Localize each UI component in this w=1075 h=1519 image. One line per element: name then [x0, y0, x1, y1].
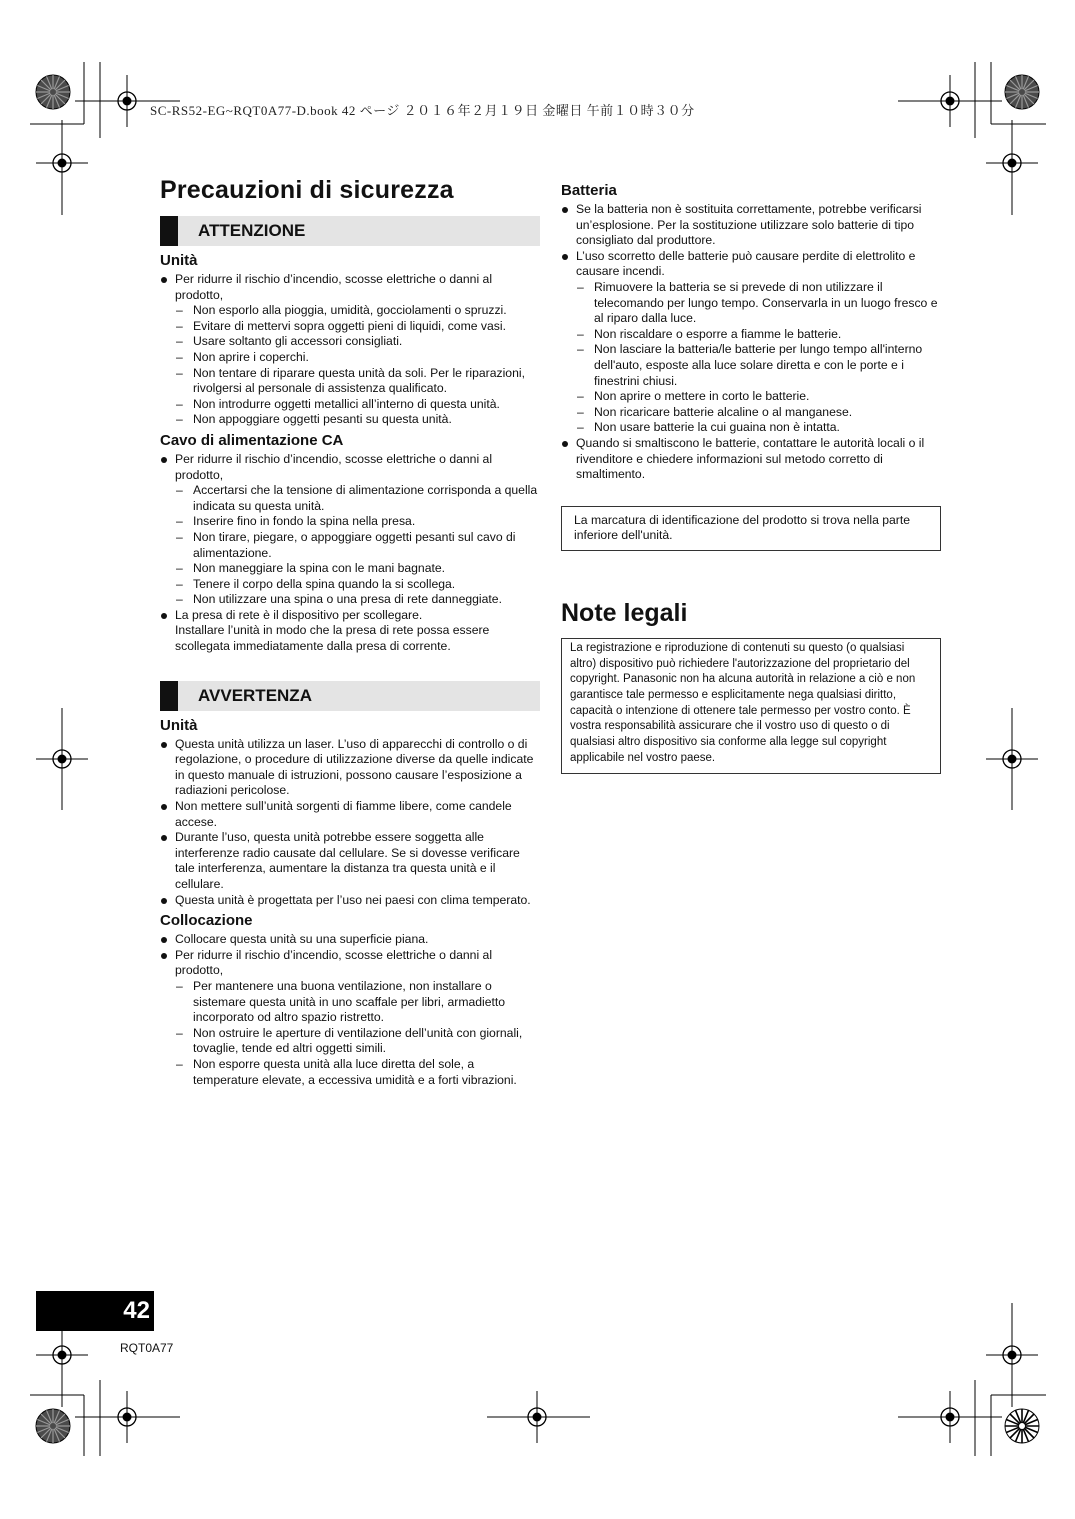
warning-unit-list — [160, 737, 540, 909]
page-title: Precauzioni di sicurezza — [160, 176, 454, 204]
sub-list — [175, 483, 540, 608]
list-item: Non mettere sull’unità sorgenti di fiamme libere, come candele accese. — [160, 799, 540, 830]
sub-list-item: – Tenere il corpo della spina quando la si scollega. — [175, 577, 540, 593]
sub-list-item: – Evitare di mettervi sopra oggetti pieni di liquidi, come vasi. — [175, 319, 540, 335]
sub-list-item: – Non lasciare la batteria/le batterie per lungo tempo all'interno dell'auto, esposte alla luce solare diretta e con le porte e i finestrini chiusi. — [576, 342, 941, 389]
warning-heading: AVVERTENZA — [198, 685, 312, 705]
battery-list — [561, 202, 941, 483]
legal-notes-box: La registrazione e riproduzione di contenuti su questo (o qualsiasi altro) dispositivo può richiedere l'autorizzazione del proprietario del copyright. Panasonic non ha alcuna autorità in relazione a ciò e non garantisce tale permesso e esplicitamente nega qualsiasi diritto, capacità o intenzione di ottenere tale permesso per vostro conto. È vostra responsabilità assicurare che il vostro uso di questo o di qualsiasi altro dispositivo sia conforme alla legge sul copyright applicabile nel vostro paese. — [561, 638, 941, 774]
sub-list-item: – Non utilizzare una spina o una presa di rete danneggiate. — [175, 592, 540, 608]
left-column — [160, 176, 540, 1088]
sub-list-item: – Non tentare di riparare questa unità da soli. Per le riparazioni, rivolgersi al personale di assistenza qualificato. — [175, 366, 540, 397]
section-bar-marker — [160, 681, 178, 711]
list-item: Per ridurre il rischio d’incendio, scosse elettriche o danni al prodotto, – Accertarsi che la tensione di alimentazione corrisponda a quella indicata su questa unità. – Inserire fino in fondo la spina nella presa. – Non tirare, piegare, o appoggiare oggetti pesanti sul cavo di alimentazione. – Non maneggiare la spina con le mani bagnate. – Tenere il corpo della spina quando la si scollega. – Non utilizzare una spina o una presa di rete danneggiate. — [160, 452, 540, 608]
list-item: La presa di rete è il dispositivo per scollegare. Installare l’unità in modo che la presa di rete possa essere scollegata immediatamente dalla presa di corrente. — [160, 608, 540, 655]
unit-heading: Unità — [160, 716, 198, 734]
list-item: Collocare questa unità su una superficie piana. — [160, 932, 540, 948]
attention-section-header — [160, 216, 540, 246]
placement-list — [160, 932, 540, 1088]
page-number: 42 — [36, 1291, 154, 1331]
sub-list-item: – Non riscaldare o esporre a fiamme le batterie. — [576, 327, 941, 343]
right-column — [561, 180, 941, 774]
sub-list-item: – Rimuovere la batteria se si prevede di non utilizzare il telecomando per lungo tempo. Conservarla in un luogo fresco e al riparo dalla luce. — [576, 280, 941, 327]
sub-list-item: – Non tirare, piegare, o appoggiare oggetti pesanti sul cavo di alimentazione. — [175, 530, 540, 561]
unit-list — [160, 272, 540, 428]
sub-list-item: – Inserire fino in fondo la spina nella presa. — [175, 514, 540, 530]
document-code: RQT0A77 — [120, 1341, 174, 1355]
sub-list — [576, 280, 941, 436]
sub-list-item: – Non esporlo alla pioggia, umidità, gocciolamenti o spruzzi. — [175, 303, 540, 319]
placement-heading: Collocazione — [160, 912, 253, 930]
unit-heading: Unità — [160, 252, 198, 269]
sub-list-item: – Usare soltanto gli accessori consigliati. — [175, 334, 540, 350]
sub-list-item: – Non esporre questa unità alla luce diretta del sole, a temperature elevate, a eccessiva umidità e a forti vibrazioni. — [175, 1057, 540, 1088]
power-cable-heading: Cavo di alimentazione CA — [160, 431, 344, 449]
sub-list-item: – Per mantenere una buona ventilazione, non installare o sistemare questa unità in uno scaffale per libri, armadietto incorporato od altro spazio ristretto. — [175, 979, 540, 1026]
attention-heading: ATTENZIONE — [198, 221, 306, 240]
sub-list-item: – Non ostruire le aperture di ventilazione dell’unità con giornali, tovaglie, tende ed altri oggetti simili. — [175, 1026, 540, 1057]
sub-list-item: – Non ricaricare batterie alcaline o al manganese. — [576, 405, 941, 421]
id-marking-note: La marcatura di identificazione del prodotto si trova nella parte inferiore dell'unità. — [561, 506, 941, 551]
sub-list-item: – Non maneggiare la spina con le mani bagnate. — [175, 561, 540, 577]
power-cable-list — [160, 452, 540, 655]
list-item: Questa unità utilizza un laser. L’uso di apparecchi di controllo o di regolazione, o procedure di utilizzazione diverse da quelle indicate in questo manuale di istruzioni, possono causare l’esposizione a radiazioni pericolose. — [160, 737, 540, 799]
list-item: L’uso scorretto delle batterie può causare perdite di elettrolito e causare incendi. – Rimuovere la batteria se si prevede di non utilizzare il telecomando per lungo tempo. Conservarla in un luogo fresco e al riparo dalla luce. – Non riscaldare o esporre a fiamme le batterie. – Non lasciare la batteria/le batterie per lungo tempo all'interno dell'auto, esposte alla luce solare diretta e con le porte e i finestrini chiusi. – Non aprire o mettere in corto le batterie. – Non ricaricare batterie alcaline o al manganese. – Non usare batterie la cui guaina non è intatta. — [561, 249, 941, 436]
sub-list-item: – Non introdurre oggetti metallici all’interno di questa unità. — [175, 397, 540, 413]
section-bar-marker — [160, 216, 178, 246]
list-item: Questa unità è progettata per l’uso nei paesi con clima temperato. — [160, 893, 540, 909]
sub-list-item: – Non aprire o mettere in corto le batterie. — [576, 389, 941, 405]
warning-section-header — [160, 681, 540, 711]
list-item: Per ridurre il rischio d’incendio, scosse elettriche o danni al prodotto, – Non esporlo alla pioggia, umidità, gocciolamenti o spruzzi. – Evitare di mettervi sopra oggetti pieni di liquidi, come vasi. – Usare soltanto gli accessori consigliati. – Non aprire i coperchi. – Non tentare di riparare questa unità da soli. Per le riparazioni, rivolgersi al personale di assistenza qualificato. – Non introdurre oggetti metallici all’interno di questa unità. – Non appoggiare oggetti pesanti su questa unità. — [160, 272, 540, 428]
list-item: Per ridurre il rischio d’incendio, scosse elettriche o danni al prodotto, – Per mantenere una buona ventilazione, non installare o sistemare questa unità in uno scaffale per libri, armadietto incorporato od altro spazio ristretto. – Non ostruire le aperture di ventilazione dell’unità con giornali, tovaglie, tende ed altri oggetti simili. – Non esporre questa unità alla luce diretta del sole, a temperature elevate, a eccessiva umidità e a forti vibrazioni. — [160, 948, 540, 1088]
sub-list-item: – Non usare batterie la cui guaina non è intatta. — [576, 420, 941, 436]
sub-list — [175, 303, 540, 428]
legal-notes-title: Note legali — [561, 598, 688, 627]
sub-list — [175, 979, 540, 1088]
list-item: Durante l’uso, questa unità potrebbe essere soggetta alle interferenze radio causate dal cellulare. Se si dovesse verificare tale interferenza, aumentare la distanza tra questa unità e il cellulare. — [160, 830, 540, 892]
sub-list-item: – Non aprire i coperchi. — [175, 350, 540, 366]
list-item: Se la batteria non è sostituita correttamente, potrebbe verificarsi un’esplosione. Per la sostituzione utilizzare solo batterie di tipo consigliato dal produttore. — [561, 202, 941, 249]
sub-list-item: – Accertarsi che la tensione di alimentazione corrisponda a quella indicata su questa unità. — [175, 483, 540, 514]
list-item: Quando si smaltiscono le batterie, contattare le autorità locali o il rivenditore e chiedere informazioni sul metodo corretto di smaltimento. — [561, 436, 941, 483]
sub-list-item: – Non appoggiare oggetti pesanti su questa unità. — [175, 412, 540, 428]
print-info-line: SC-RS52-EG~RQT0A77-D.book 42 ページ ２０１６年２月１９日 金曜日 午前１０時３０分 — [150, 103, 695, 118]
battery-heading: Batteria — [561, 182, 617, 199]
